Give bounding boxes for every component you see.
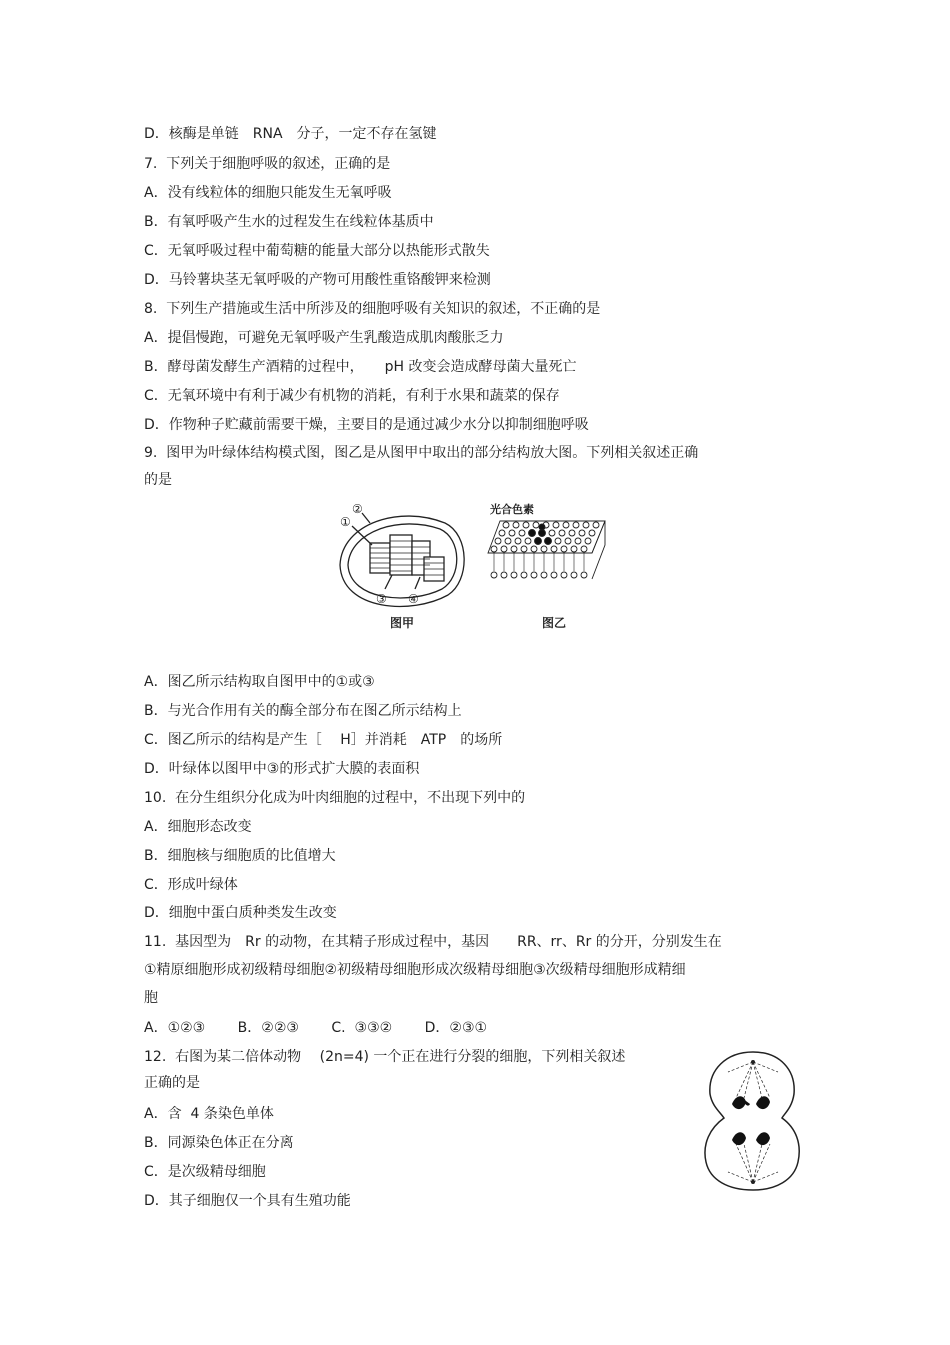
option-d: D．细胞中蛋白质种类发生改变: [144, 905, 337, 921]
dividing-cell-diagram: [698, 1048, 808, 1193]
marker-1: ①: [340, 515, 351, 529]
text-line: D．核酶是单链 RNA 分子，一定不存在氢键: [144, 126, 437, 142]
question-8-stem: 8. 下列生产措施或生活中所涉及的细胞呼吸有关知识的叙述，不正确的是: [144, 301, 601, 317]
option-c: C．是次级精母细胞: [144, 1164, 266, 1180]
option-d: D．其子细胞仅一个具有生殖功能: [144, 1193, 351, 1209]
caption-left: 图甲: [390, 616, 415, 630]
question-11-options: A．①②③ B．②②③ C. ③③② D．②③①: [144, 1020, 488, 1036]
option-a: A．提倡慢跑，可避免无氧呼吸产生乳酸造成肌肉酸胀乏力: [144, 330, 504, 346]
question-11-stem: 11. 基因型为 Rr 的动物，在其精子形成过程中，基因 RR、rr、Rr 的分开，分别发生在: [144, 934, 722, 950]
chromosomes: [732, 1096, 770, 1145]
option-a: A．没有线粒体的细胞只能发生无氧呼吸: [144, 185, 392, 201]
marker-4: ④: [408, 592, 419, 606]
option-b: B．细胞核与细胞质的比值增大: [144, 848, 336, 864]
chloroplast-figure: [330, 493, 620, 638]
marker-2: ②: [352, 502, 363, 516]
option-a: A．含 4 条染色单体: [144, 1106, 274, 1122]
question-9-stem: 9. 图甲为叶绿体结构模式图，图乙是从图甲中取出的部分结构放大图。下列相关叙述正确: [144, 445, 699, 461]
question-12-stem-cont: 正确的是: [144, 1075, 200, 1091]
question-11-stem-end: 胞: [144, 990, 158, 1006]
option-c: C．无氧环境中有利于减少有机物的消耗，有利于水果和蔬菜的保存: [144, 388, 560, 404]
caption-right: 图乙: [542, 616, 567, 630]
option-c: C．形成叶绿体: [144, 877, 238, 893]
dividing-cell-figure: [698, 1048, 808, 1193]
question-11-stem-cont: ①精原细胞形成初级精母细胞②初级精母细胞形成次级精母细胞③次级精母细胞形成精细: [144, 962, 686, 978]
option-d: D．叶绿体以图甲中③的形式扩大膜的表面积: [144, 761, 420, 777]
question-7-stem: 7. 下列关于细胞呼吸的叙述，正确的是: [144, 156, 391, 172]
option-b: B．酵母菌发酵生产酒精的过程中， pH 改变会造成酵母菌大量死亡: [144, 359, 577, 375]
option-d: D．马铃薯块茎无氧呼吸的产物可用酸性重铬酸钾来检测: [144, 272, 491, 288]
option-a: A．图乙所示结构取自图甲中的①或③: [144, 674, 375, 690]
chloroplast-structure: [340, 513, 464, 606]
option-d: D．作物种子贮藏前需要干燥，主要目的是通过减少水分以抑制细胞呼吸: [144, 417, 589, 433]
option-b: B．有氧呼吸产生水的过程发生在线粒体基质中: [144, 214, 434, 230]
chloroplast-diagram: [330, 493, 620, 638]
option-c: C．无氧呼吸过程中葡萄糖的能量大部分以热能形式散失: [144, 243, 490, 259]
option-c: C．图乙所示的结构是产生［ H］并消耗 ATP 的场所: [144, 732, 503, 748]
pigment-label: 光合色素: [490, 503, 534, 516]
question-12-stem: 12. 右图为某二倍体动物 (2n=4) 一个正在进行分裂的细胞，下列相关叙述: [144, 1049, 626, 1065]
membrane-block: [488, 521, 605, 579]
option-a: A．细胞形态改变: [144, 819, 252, 835]
option-b: B．与光合作用有关的酶全部分布在图乙所示结构上: [144, 703, 462, 719]
question-10-stem: 10. 在分生组织分化成为叶肉细胞的过程中，不出现下列中的: [144, 790, 526, 806]
question-9-stem-cont: 的是: [144, 472, 172, 488]
option-b: B．同源染色体正在分离: [144, 1135, 294, 1151]
marker-3: ③: [376, 592, 387, 606]
